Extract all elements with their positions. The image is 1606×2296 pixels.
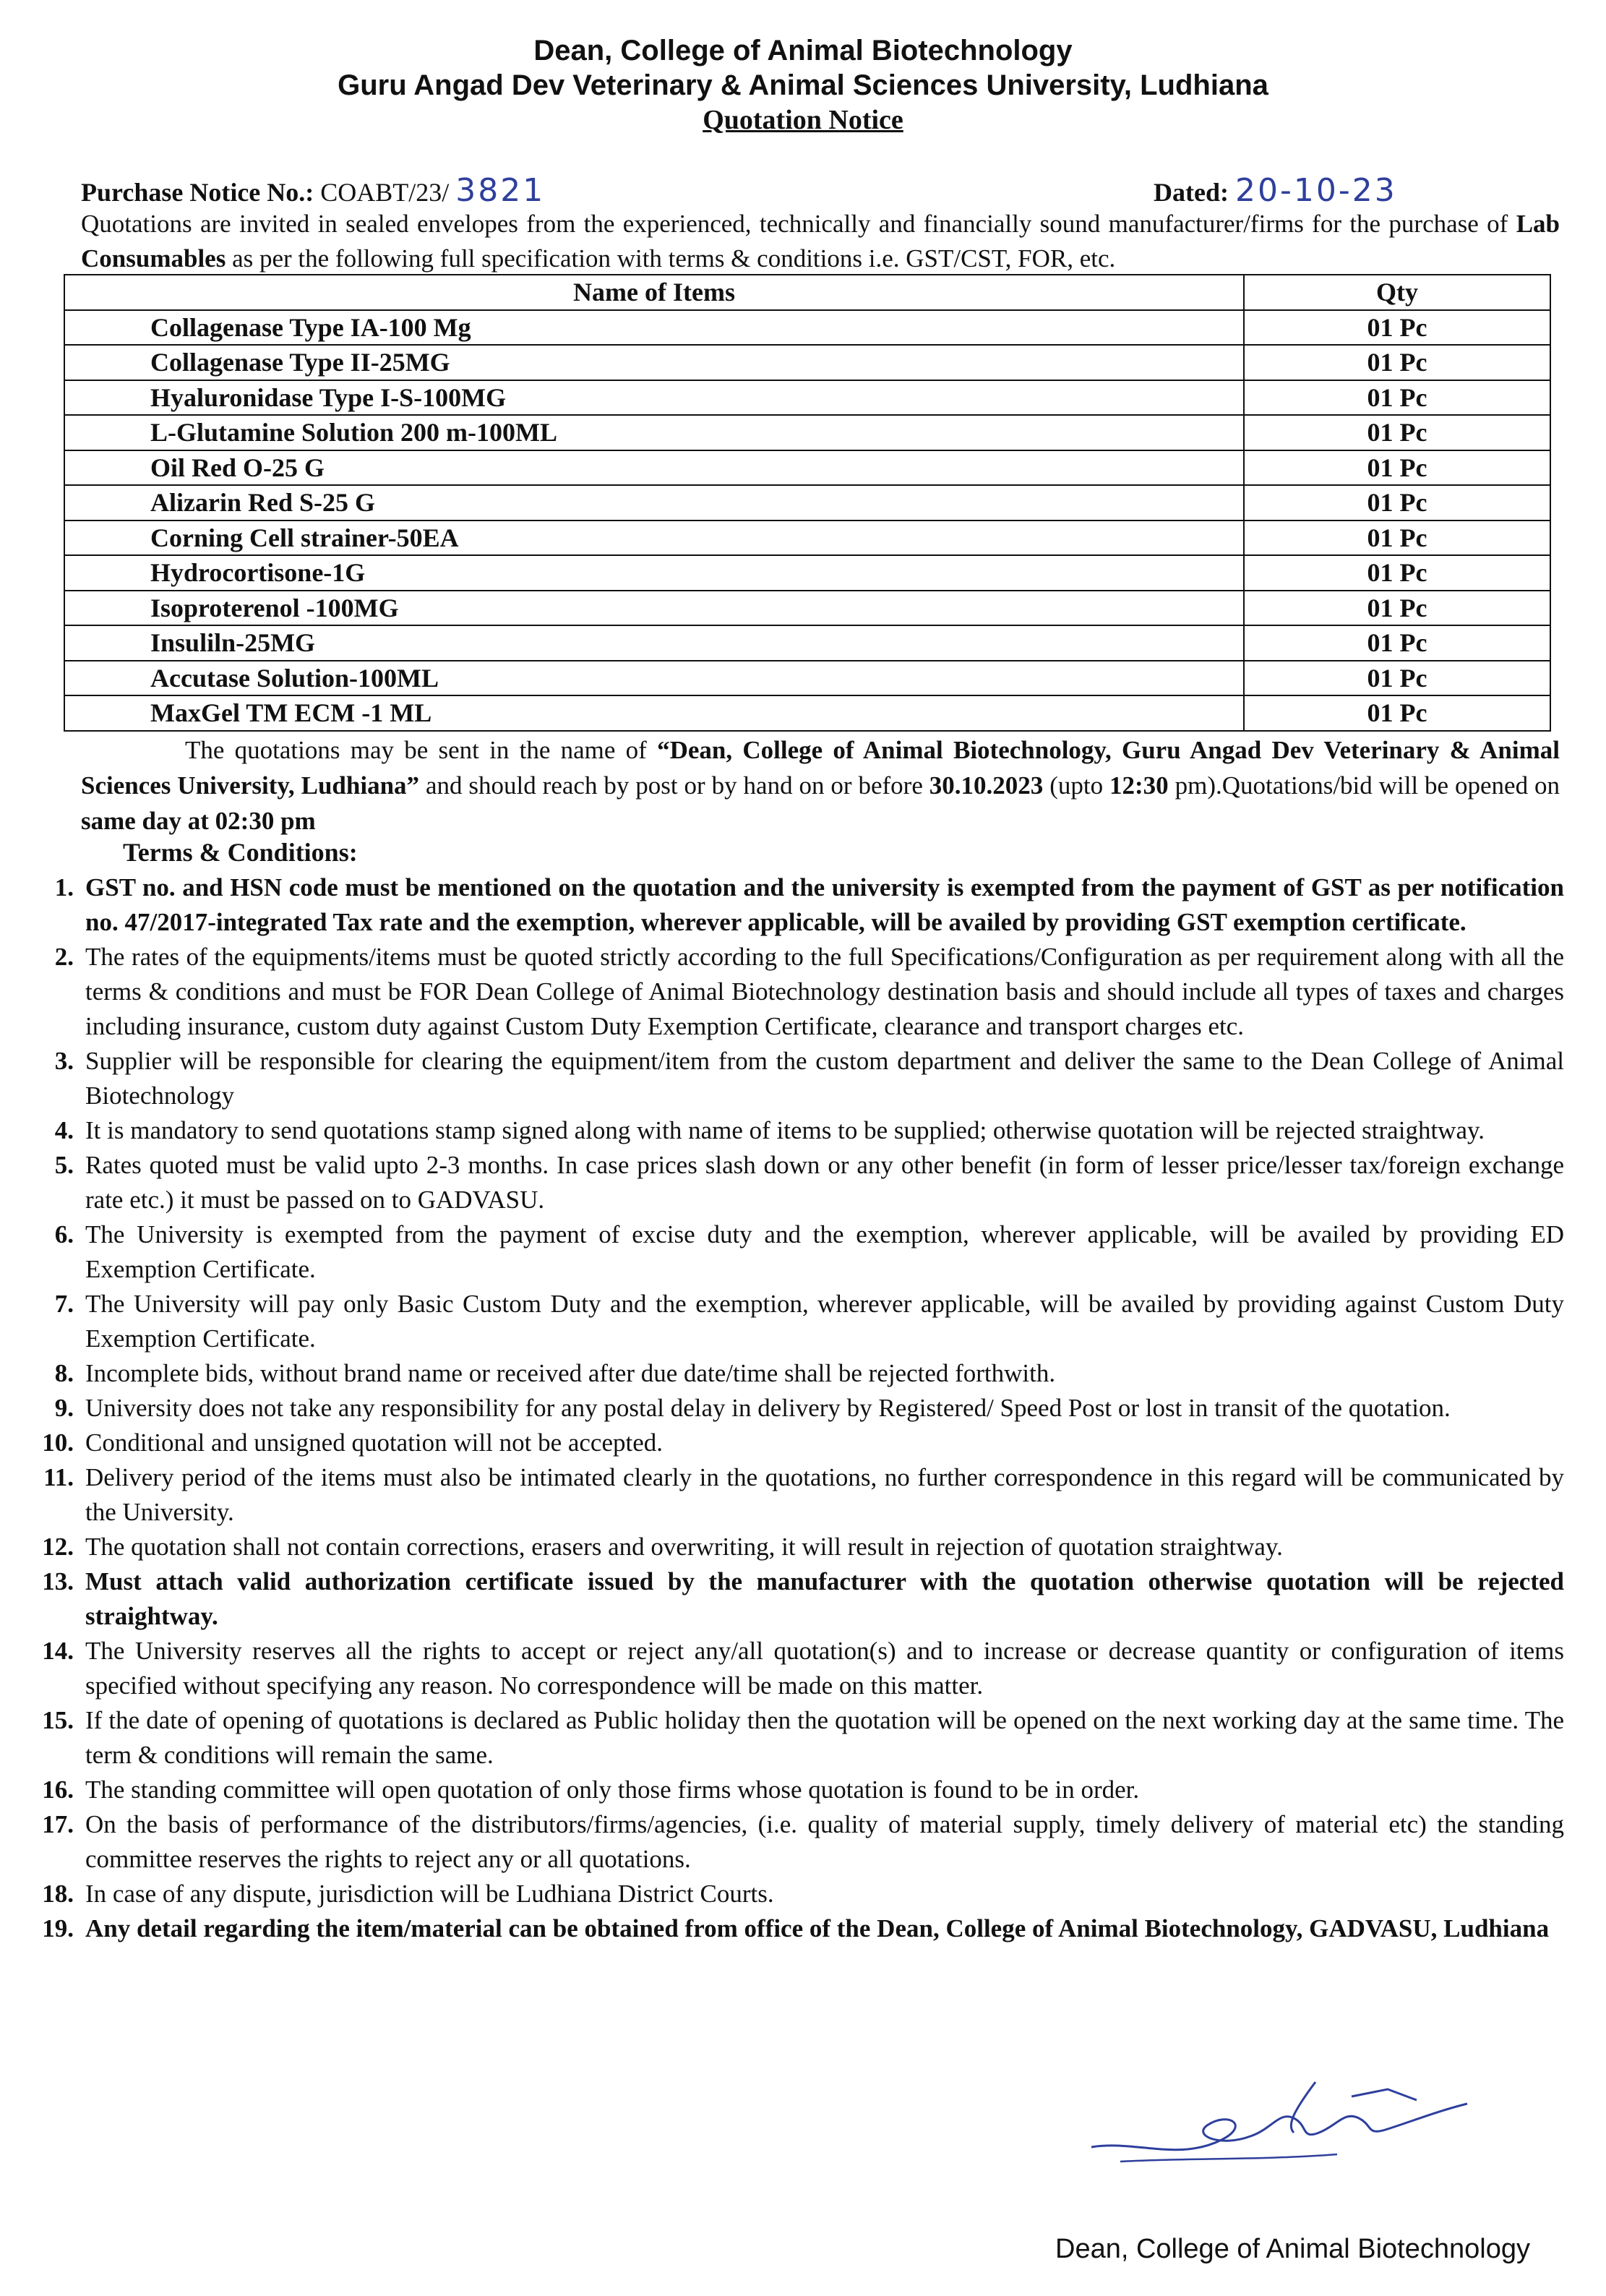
item-name: MaxGel TM ECM -1 ML <box>64 695 1244 731</box>
table-row <box>64 661 1550 696</box>
term-item <box>17 1391 1564 1426</box>
table-row <box>64 625 1550 661</box>
term-item <box>17 1113 1564 1148</box>
header-college: Dean, College of Animal Biotechnology <box>533 35 1073 67</box>
terms-heading: Terms & Conditions: <box>123 838 358 867</box>
submission-deadline-time: 12:30 <box>1109 771 1169 800</box>
term-item <box>17 870 1564 940</box>
dated-label: Dated: <box>1154 178 1229 207</box>
term-number: 17. <box>42 1810 74 1838</box>
item-qty: 01 Pc <box>1244 345 1550 380</box>
term-item <box>17 1703 1564 1773</box>
term-item <box>17 1807 1564 1877</box>
term-item <box>17 1460 1564 1530</box>
item-qty: 01 Pc <box>1244 310 1550 346</box>
submission-paragraph <box>81 732 1560 839</box>
submission-text-1: The quotations may be sent in the name of <box>185 736 658 764</box>
table-row <box>64 555 1550 591</box>
dean-signature <box>1077 2068 1511 2190</box>
term-text: Rates quoted must be valid upto 2-3 months. In case prices slash down or any other benefit (in form of lesser price/lesser tax/foreign exchange rate etc.) it must be passed on to GADVASU. <box>85 1151 1564 1214</box>
item-qty: 01 Pc <box>1244 521 1550 556</box>
document-title: Quotation Notice <box>703 105 903 135</box>
table-header-row <box>64 275 1550 310</box>
term-text: Supplier will be responsible for clearing the equipment/item from the custom department and deliver the same to the Dean College of Animal Biotechnology <box>85 1047 1564 1110</box>
intro-bold: Lab Consumables <box>81 210 1560 273</box>
submission-addressee: “Dean, College of Animal Biotechnology, Guru Angad Dev Veterinary & Animal Sciences University, Ludhiana” <box>81 736 1560 800</box>
term-number: 14. <box>42 1637 74 1665</box>
item-name: Oil Red O-25 G <box>64 450 1244 486</box>
notice-date <box>1154 172 1397 209</box>
term-number: 15. <box>42 1706 74 1734</box>
table-row <box>64 415 1550 450</box>
header-qty: Qty <box>1244 275 1550 310</box>
item-qty: 01 Pc <box>1244 380 1550 416</box>
term-number: 19. <box>42 1914 74 1942</box>
term-text: The University will pay only Basic Custom Duty and the exemption, wherever applicable, will be availed by providing against Custom Duty Exemption Certificate. <box>85 1290 1564 1353</box>
term-text: It is mandatory to send quotations stamp signed along with name of items to be supplied; otherwise quotation will be rejected straightway. <box>85 1116 1485 1144</box>
term-text: The standing committee will open quotation of only those firms whose quotation is found to be in order. <box>85 1775 1140 1804</box>
table-row <box>64 591 1550 626</box>
term-item <box>17 1148 1564 1217</box>
term-item <box>17 1634 1564 1703</box>
term-item <box>17 940 1564 1044</box>
terms-list <box>17 870 1564 1946</box>
table-row <box>64 450 1550 486</box>
purchase-notice-number <box>81 172 545 209</box>
notice-no-handwritten: 3821 <box>455 172 546 209</box>
term-item <box>17 1426 1564 1460</box>
items-table <box>64 274 1551 732</box>
item-name: Collagenase Type II-25MG <box>64 345 1244 380</box>
submission-deadline-date: 30.10.2023 <box>929 771 1044 800</box>
submission-text-4: pm).Quotations/bid will be opened on <box>1168 771 1560 800</box>
item-qty: 01 Pc <box>1244 661 1550 696</box>
intro-text-1: Quotations are invited in sealed envelopes from the experienced, technically and financially sound manufacturer/firms for the purchase of <box>81 210 1516 238</box>
term-text: Any detail regarding the item/material can be obtained from office of the Dean, College of Animal Biotechnology, GADVASU, Ludhiana <box>85 1914 1550 1942</box>
term-number: 13. <box>42 1567 74 1595</box>
term-number: 16. <box>42 1775 74 1804</box>
term-number: 7. <box>54 1290 74 1318</box>
term-text: Must attach valid authorization certificate issued by the manufacturer with the quotation otherwise quotation will be rejected straightway. <box>85 1567 1564 1630</box>
term-item <box>17 1530 1564 1564</box>
item-name: Alizarin Red S-25 G <box>64 485 1244 521</box>
term-number: 11. <box>43 1463 74 1491</box>
term-text: The quotation shall not contain corrections, erasers and overwriting, it will result in rejection of quotation straightway. <box>85 1533 1283 1561</box>
item-name: Accutase Solution-100ML <box>64 661 1244 696</box>
term-item <box>17 1044 1564 1113</box>
term-text: If the date of opening of quotations is declared as Public holiday then the quotation will be opened on the next working day at the same time. The term & conditions will remain the same. <box>85 1706 1564 1769</box>
notice-no-prefix: COABT/23/ <box>320 178 450 207</box>
term-number: 6. <box>54 1220 74 1248</box>
item-qty: 01 Pc <box>1244 415 1550 450</box>
term-number: 18. <box>42 1880 74 1908</box>
submission-text-3: (upto <box>1043 771 1110 800</box>
term-number: 2. <box>54 943 74 971</box>
table-row <box>64 310 1550 346</box>
item-qty: 01 Pc <box>1244 485 1550 521</box>
term-number: 8. <box>54 1359 74 1387</box>
term-text: GST no. and HSN code must be mentioned on the quotation and the university is exempted from the payment of GST as per notification no. 47/2017-integrated Tax rate and the exemption, wherever applicable, will be availed by providing GST exemption certificate. <box>85 873 1564 936</box>
table-row <box>64 345 1550 380</box>
footer-signatory: Dean, College of Animal Biotechnology <box>1055 2234 1530 2264</box>
item-qty: 01 Pc <box>1244 695 1550 731</box>
term-item <box>17 1877 1564 1911</box>
term-item <box>17 1564 1564 1634</box>
term-text: The rates of the equipments/items must be quoted strictly according to the full Specifications/Configuration as per requirement along with all the terms & conditions and must be FOR Dean College of Animal Biotechnology destination basis and should include all types of taxes and charges including insurance, custom duty against Custom Duty Exemption Certificate, clearance and transport charges etc. <box>85 943 1564 1040</box>
item-name: Hydrocortisone-1G <box>64 555 1244 591</box>
table-row <box>64 380 1550 416</box>
intro-text-2: as per the following full specification with terms & conditions i.e. GST/CST, FOR, etc. <box>226 244 1116 273</box>
item-name: Hyaluronidase Type I-S-100MG <box>64 380 1244 416</box>
table-row <box>64 485 1550 521</box>
item-qty: 01 Pc <box>1244 625 1550 661</box>
item-qty: 01 Pc <box>1244 591 1550 626</box>
table-row <box>64 695 1550 731</box>
dated-handwritten: 20-10-23 <box>1234 172 1397 209</box>
table-row <box>64 521 1550 556</box>
opening-time: same day at 02:30 pm <box>81 807 316 835</box>
term-number: 12. <box>42 1533 74 1561</box>
header-name-of-items: Name of Items <box>64 275 1244 310</box>
item-name: Isoproterenol -100MG <box>64 591 1244 626</box>
term-text: Delivery period of the items must also be intimated clearly in the quotations, no further correspondence in this regard will be communicated by the University. <box>85 1463 1564 1526</box>
term-number: 9. <box>54 1394 74 1422</box>
term-item <box>17 1217 1564 1287</box>
notice-no-label: Purchase Notice No.: <box>81 178 314 207</box>
item-qty: 01 Pc <box>1244 555 1550 591</box>
header-university: Guru Angad Dev Veterinary & Animal Sciences University, Ludhiana <box>338 69 1268 101</box>
term-number: 10. <box>42 1428 74 1457</box>
term-text: The University reserves all the rights to accept or reject any/all quotation(s) and to increase or decrease quantity or configuration of items specified without specifying any reason. No correspondence will be made on this matter. <box>85 1637 1564 1700</box>
term-text: The University is exempted from the payment of excise duty and the exemption, wherever applicable, will be availed by providing ED Exemption Certificate. <box>85 1220 1564 1283</box>
term-text: Incomplete bids, without brand name or received after due date/time shall be rejected forthwith. <box>85 1359 1056 1387</box>
intro-paragraph <box>81 207 1560 276</box>
item-name: Corning Cell strainer-50EA <box>64 521 1244 556</box>
submission-text-2: and should reach by post or by hand on or before <box>419 771 929 800</box>
term-number: 5. <box>54 1151 74 1179</box>
term-text: In case of any dispute, jurisdiction will be Ludhiana District Courts. <box>85 1880 774 1908</box>
term-text: Conditional and unsigned quotation will not be accepted. <box>85 1428 664 1457</box>
item-qty: 01 Pc <box>1244 450 1550 486</box>
items-table-body <box>64 310 1550 731</box>
term-item <box>17 1773 1564 1807</box>
term-number: 4. <box>54 1116 74 1144</box>
term-item <box>17 1911 1564 1946</box>
term-number: 3. <box>54 1047 74 1075</box>
term-number: 1. <box>54 873 74 901</box>
term-text: University does not take any responsibility for any postal delay in delivery by Registered/ Speed Post or lost in transit of the quotation. <box>85 1394 1451 1422</box>
item-name: L-Glutamine Solution 200 m-100ML <box>64 415 1244 450</box>
term-text: On the basis of performance of the distributors/firms/agencies, (i.e. quality of material supply, timely delivery of material etc) the standing committee reserves the rights to reject any or all quotations. <box>85 1810 1564 1873</box>
item-name: Insuliln-25MG <box>64 625 1244 661</box>
term-item <box>17 1356 1564 1391</box>
item-name: Collagenase Type IA-100 Mg <box>64 310 1244 346</box>
term-item <box>17 1287 1564 1356</box>
